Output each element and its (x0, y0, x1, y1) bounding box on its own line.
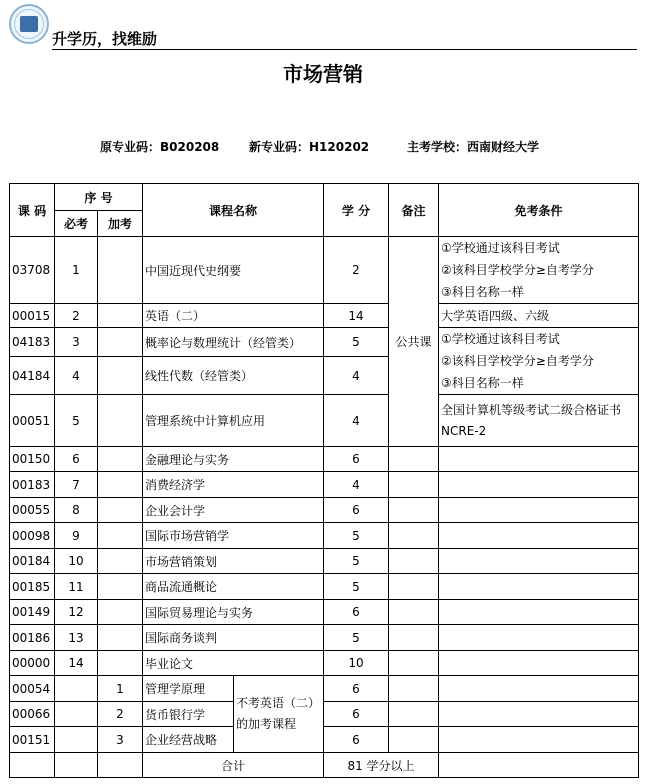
exempt-condition: ①学校通过该科目考试 (441, 241, 560, 255)
exempt-condition: ①学校通过该科目考试 (441, 332, 560, 346)
required-seq: 7 (55, 472, 98, 498)
course-credits: 6 (324, 702, 389, 727)
extra-seq (98, 523, 143, 549)
table-row (10, 237, 639, 304)
total-row (10, 753, 639, 778)
course-name: 概率论与数理统计（经管类） (143, 328, 324, 357)
note-cell (389, 447, 439, 472)
course-name: 国际贸易理论与实务 (143, 600, 324, 625)
exempt-condition: ③科目名称一样 (441, 285, 524, 299)
course-code: 00151 (10, 727, 55, 753)
course-name: 企业会计学 (143, 498, 324, 523)
exempt-computer: 全国计算机等级考试二级合格证书 NCRE-2 (439, 395, 639, 447)
course-code: 00054 (10, 676, 55, 702)
course-code: 00149 (10, 600, 55, 625)
course-code: 00000 (10, 651, 55, 676)
school-seal-icon (9, 4, 49, 44)
required-seq: 12 (55, 600, 98, 625)
extra-seq (98, 625, 143, 651)
course-code: 04183 (10, 328, 55, 357)
header-required: 必考 (55, 211, 98, 237)
empty-cell (10, 753, 55, 778)
extra-seq (98, 651, 143, 676)
extra-seq (98, 304, 143, 328)
extra-seq (98, 395, 143, 447)
public-course-note: 公共课 (389, 237, 439, 447)
course-code: 00150 (10, 447, 55, 472)
course-credits: 4 (324, 357, 389, 395)
table-row (10, 328, 639, 357)
table-row (10, 600, 639, 625)
exempt-cell (439, 727, 639, 753)
exempt-cell (439, 702, 639, 727)
table-row (10, 574, 639, 600)
note-cell (389, 498, 439, 523)
course-name: 国际商务谈判 (143, 625, 324, 651)
extra-seq (98, 357, 143, 395)
exempt-cell (439, 498, 639, 523)
course-name: 企业经营战略 (143, 727, 234, 753)
course-credits: 2 (324, 237, 389, 304)
course-code: 00055 (10, 498, 55, 523)
note-cell (389, 574, 439, 600)
table-row (10, 727, 639, 753)
extra-seq (98, 574, 143, 600)
header-credits: 学 分 (324, 184, 389, 237)
header-note: 备注 (389, 184, 439, 237)
required-seq: 1 (55, 237, 98, 304)
extra-seq (98, 600, 143, 625)
empty-cell (439, 753, 639, 778)
course-code: 04184 (10, 357, 55, 395)
seal-emblem (20, 16, 38, 32)
exempt-english: 大学英语四级、六级 (439, 304, 639, 328)
course-credits: 4 (324, 472, 389, 498)
course-credits: 4 (324, 395, 389, 447)
course-name: 货币银行学 (143, 702, 234, 727)
course-credits: 6 (324, 600, 389, 625)
exempt-cell (439, 676, 639, 702)
note-cell (389, 600, 439, 625)
exam-school: 主考学校：西南财经大学 (407, 140, 540, 154)
table-row (10, 702, 639, 727)
required-seq (55, 676, 98, 702)
required-seq: 6 (55, 447, 98, 472)
table-row (10, 472, 639, 498)
course-code: 00185 (10, 574, 55, 600)
extra-seq (98, 498, 143, 523)
required-seq: 14 (55, 651, 98, 676)
course-credits: 5 (324, 625, 389, 651)
course-code: 00015 (10, 304, 55, 328)
header-course-name: 课程名称 (143, 184, 324, 237)
note-cell (389, 472, 439, 498)
exempt-condition: ②该科目学校学分≥自考学分 (441, 263, 594, 277)
required-seq (55, 702, 98, 727)
table-row (10, 651, 639, 676)
exempt-cell (439, 625, 639, 651)
extra-seq (98, 328, 143, 357)
course-credits: 6 (324, 447, 389, 472)
course-table (9, 183, 639, 778)
note-cell (389, 702, 439, 727)
course-credits: 5 (324, 328, 389, 357)
required-seq: 9 (55, 523, 98, 549)
course-name: 毕业论文 (143, 651, 324, 676)
course-name: 英语（二） (143, 304, 324, 328)
required-seq: 5 (55, 395, 98, 447)
course-credits: 6 (324, 727, 389, 753)
course-name: 管理学原理 (143, 676, 234, 702)
course-code: 00184 (10, 549, 55, 574)
required-seq: 4 (55, 357, 98, 395)
old-major-code: 原专业码：B020208 (100, 140, 220, 154)
header-seq: 序 号 (55, 184, 143, 211)
exempt-cell (439, 651, 639, 676)
exempt-condition: ②该科目学校学分≥自考学分 (441, 354, 594, 368)
header-divider (52, 49, 637, 50)
course-name: 线性代数（经管类） (143, 357, 324, 395)
table-row (10, 498, 639, 523)
course-code: 03708 (10, 237, 55, 304)
table-row (10, 523, 639, 549)
course-name: 金融理论与实务 (143, 447, 324, 472)
exempt-cell (439, 523, 639, 549)
required-seq: 2 (55, 304, 98, 328)
extra-seq (98, 237, 143, 304)
required-seq: 13 (55, 625, 98, 651)
required-seq: 11 (55, 574, 98, 600)
course-credits: 6 (324, 676, 389, 702)
header-slogan: 升学历，找维励 (52, 30, 158, 48)
exempt-cell (439, 600, 639, 625)
table-row (10, 447, 639, 472)
exempt-cell (439, 549, 639, 574)
exempt-condition: ③科目名称一样 (441, 376, 524, 390)
header-exempt: 免考条件 (439, 184, 639, 237)
course-name: 市场营销策划 (143, 549, 324, 574)
course-code: 00098 (10, 523, 55, 549)
required-seq (55, 727, 98, 753)
course-name: 商品流通概论 (143, 574, 324, 600)
table-row (10, 549, 639, 574)
note-cell (389, 727, 439, 753)
table-row (10, 395, 639, 447)
note-cell (389, 651, 439, 676)
extra-seq: 3 (98, 727, 143, 753)
course-credits: 6 (324, 498, 389, 523)
note-cell (389, 549, 439, 574)
course-code: 00051 (10, 395, 55, 447)
empty-cell (55, 753, 98, 778)
header-code: 课 码 (10, 184, 55, 237)
course-name: 中国近现代史纲要 (143, 237, 324, 304)
new-major-code: 新专业码：H120202 (249, 140, 370, 154)
course-credits: 5 (324, 549, 389, 574)
total-label: 合计 (143, 753, 324, 778)
course-name: 国际市场营销学 (143, 523, 324, 549)
course-code: 00183 (10, 472, 55, 498)
course-credits: 5 (324, 574, 389, 600)
note-cell (389, 523, 439, 549)
exempt-condition-group2 (439, 328, 639, 395)
course-credits: 10 (324, 651, 389, 676)
empty-cell (98, 753, 143, 778)
extra-seq: 2 (98, 702, 143, 727)
exempt-cell (439, 447, 639, 472)
page-title: 市场营销 (283, 62, 363, 86)
required-seq: 3 (55, 328, 98, 357)
total-value: 81 学分以上 (324, 753, 439, 778)
extra-seq (98, 549, 143, 574)
required-seq: 10 (55, 549, 98, 574)
exempt-cell (439, 472, 639, 498)
course-name: 管理系统中计算机应用 (143, 395, 324, 447)
course-credits: 5 (324, 523, 389, 549)
course-name: 消费经济学 (143, 472, 324, 498)
note-cell (389, 625, 439, 651)
course-code: 00066 (10, 702, 55, 727)
table-row (10, 676, 639, 702)
extra-seq (98, 447, 143, 472)
note-cell (389, 676, 439, 702)
required-seq: 8 (55, 498, 98, 523)
extra-course-note: 不考英语（二）的加考课程 (234, 676, 324, 753)
table-row (10, 625, 639, 651)
table-row (10, 304, 639, 328)
extra-seq: 1 (98, 676, 143, 702)
extra-seq (98, 472, 143, 498)
exempt-cell (439, 574, 639, 600)
exempt-condition-group1 (439, 237, 639, 304)
course-code: 00186 (10, 625, 55, 651)
header-extra: 加考 (98, 211, 143, 237)
course-credits: 14 (324, 304, 389, 328)
